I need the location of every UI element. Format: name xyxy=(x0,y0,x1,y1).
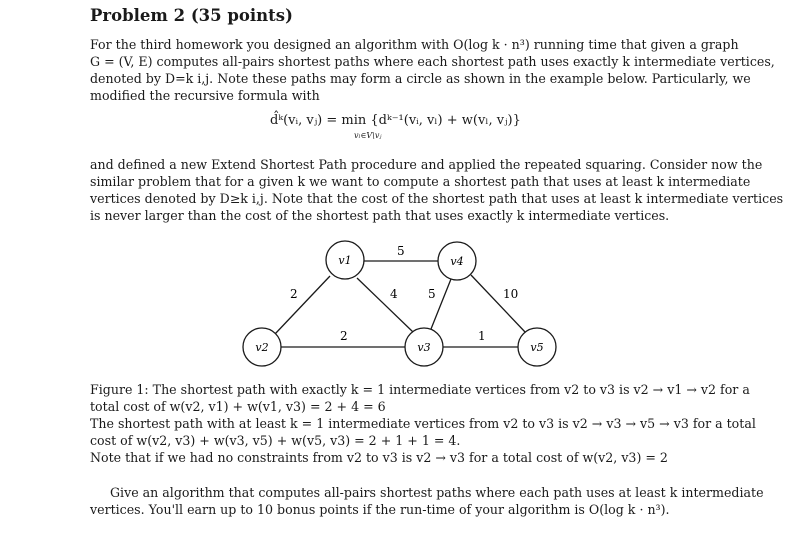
intro-line: For the third homework you designed an algorithm with O(log k · n³) running time that given a graph xyxy=(90,37,739,52)
intro-line: denoted by D=k i,j. Note these paths may form a circle as shown in the example below. Particularly, we xyxy=(90,71,751,86)
node-v2-label: v2 xyxy=(255,341,269,354)
node-v5-label: v5 xyxy=(530,341,544,354)
edge-weight-v1-v3: 4 xyxy=(390,287,398,301)
node-v1 xyxy=(326,241,364,279)
node-v5 xyxy=(518,328,556,366)
edge-v4-v5 xyxy=(471,275,526,333)
intro-line: modified the recursive formula with xyxy=(90,88,320,103)
edge-weight-v3-v5: 1 xyxy=(478,329,486,343)
figure-caption xyxy=(90,381,756,466)
middle-line: and defined a new Extend Shortest Path procedure and applied the repeated squaring. Consider now the xyxy=(90,157,763,172)
node-v1-label: v1 xyxy=(338,254,352,267)
middle-line: similar problem that for a given k we want to compute a shortest path that uses at least k intermediate xyxy=(90,174,751,189)
edge-weight-v2-v3: 2 xyxy=(340,329,348,343)
node-v4-label: v4 xyxy=(450,255,464,268)
edge-weight-v4-v3: 5 xyxy=(428,287,436,301)
caption-line: cost of w(v2, v3) + w(v3, v5) + w(v5, v3) = 2 + 1 + 1 = 4. xyxy=(90,433,461,448)
caption-line: The shortest path with at least k = 1 intermediate vertices from v2 to v3 is v2 → v3 → v5 → v3 for a total xyxy=(90,416,756,431)
formula-main: d̂ᵏ(vᵢ, vⱼ) = min {dᵏ⁻¹(vᵢ, vₗ) + w(vₗ, vⱼ)} xyxy=(270,113,521,128)
task-line: vertices. You'll earn up to 10 bonus points if the run-time of your algorithm is O(log k · n³). xyxy=(90,502,670,517)
task-paragraph xyxy=(90,484,764,518)
edge-v1-v2 xyxy=(275,276,330,334)
edge-v1-v3 xyxy=(357,278,413,332)
caption-line: total cost of w(v2, v1) + w(v1, v3) = 2 + 4 = 6 xyxy=(90,399,386,414)
node-v2 xyxy=(243,328,281,366)
node-v3 xyxy=(405,328,443,366)
intro-line: G = (V, E) computes all-pairs shortest paths where each shortest path uses exactly k intermediate vertices, xyxy=(90,54,775,69)
formula-subscript: vₗ∈V\vⱼ xyxy=(354,131,382,140)
problem-title: Problem 2 (35 points) xyxy=(90,6,293,25)
node-v3-label: v3 xyxy=(417,341,431,354)
edge-weight-v1-v4: 5 xyxy=(397,244,405,258)
node-v4 xyxy=(438,242,476,280)
edge-weight-v1-v2: 2 xyxy=(290,287,298,301)
middle-line: vertices denoted by D≥k i,j. Note that the cost of the shortest path that uses at least k intermediate vertices xyxy=(90,191,784,206)
edge-weight-v4-v5: 10 xyxy=(503,287,519,301)
middle-line: is never larger than the cost of the shortest path that uses exactly k intermediate vertices. xyxy=(90,208,670,223)
task-line: Give an algorithm that computes all-pairs shortest paths where each path uses at least k intermediate xyxy=(110,485,764,500)
caption-line: Figure 1: The shortest path with exactly k = 1 intermediate vertices from v2 to v3 is v2 → v1 → v2 for a xyxy=(90,382,750,397)
caption-line: Note that if we had no constraints from v2 to v3 is v2 → v3 for a total cost of w(v2, v3) = 2 xyxy=(90,450,668,465)
